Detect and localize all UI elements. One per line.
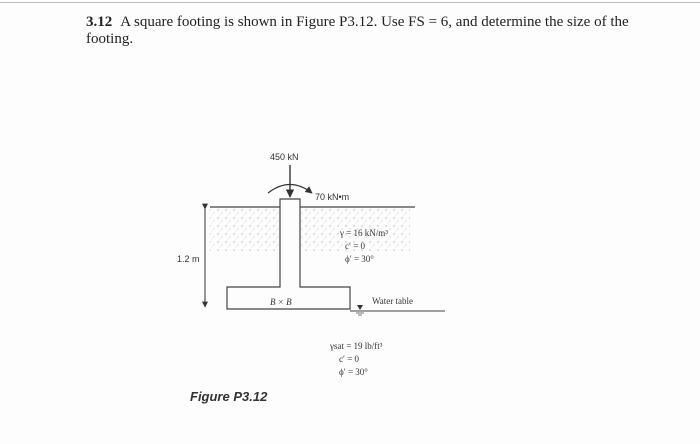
water-table-symbol <box>357 305 363 310</box>
depth-label: 1.2 m <box>177 254 200 264</box>
figure-caption: Figure P3.12 <box>190 389 268 404</box>
lower-cohesion: c′ = 0 <box>339 354 360 364</box>
problem-text: A square footing is shown in Figure P3.12. Use FS = 6, and determine the size of the footing. <box>86 14 629 47</box>
footing-size-label: B × B <box>270 297 292 307</box>
moment-label: 70 kN•m <box>315 192 350 202</box>
water-table-label: Water table <box>372 296 414 306</box>
upper-cohesion: c′ = 0 <box>345 241 366 251</box>
load-label: 450 kN <box>270 152 299 162</box>
lower-friction-angle: ϕ′ = 30° <box>339 367 368 377</box>
problem-number: 3.12 <box>86 14 113 30</box>
lower-gamma-sat: γsat = 19 lb/ft³ <box>330 341 383 351</box>
upper-gamma: γ = 16 kN/m³ <box>340 228 389 238</box>
upper-friction-angle: ϕ′ = 30° <box>345 254 374 264</box>
